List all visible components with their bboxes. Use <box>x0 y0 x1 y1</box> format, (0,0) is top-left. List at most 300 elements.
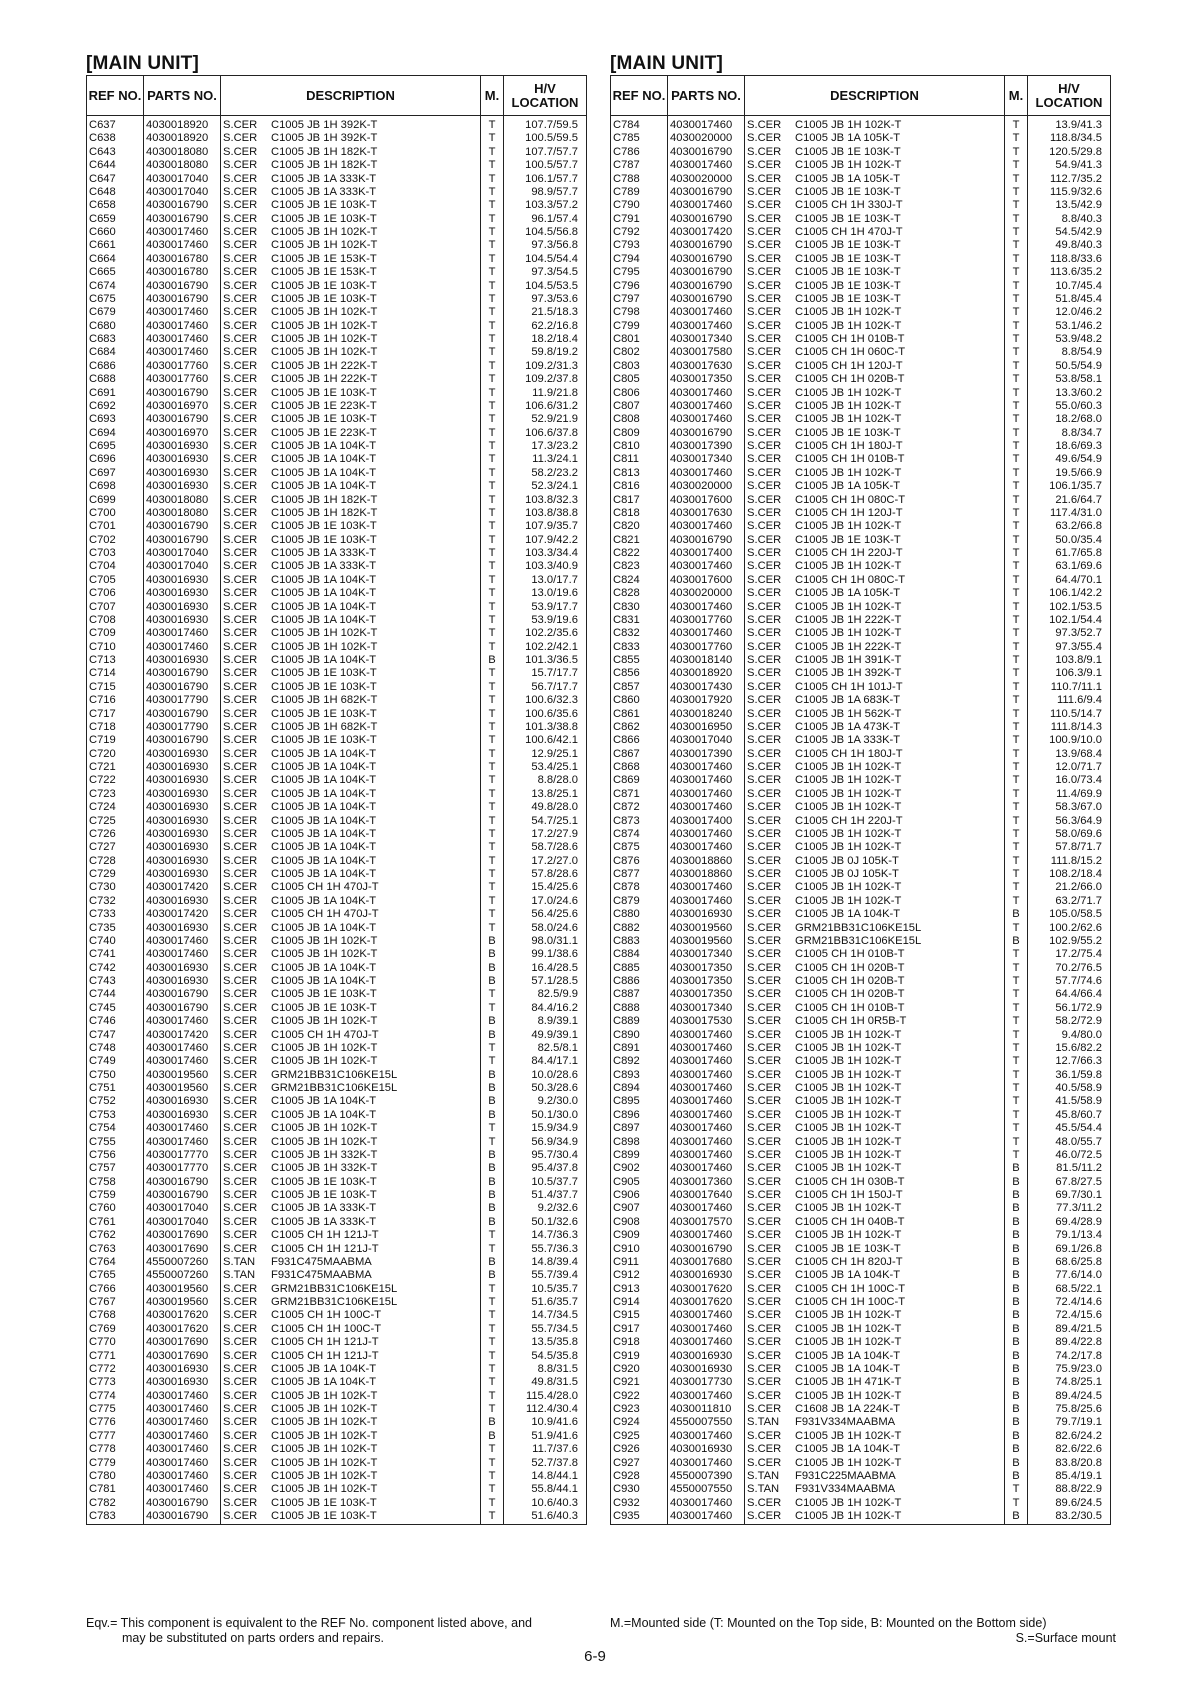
parts-no-cell: 4030017760 <box>144 360 221 373</box>
description-cell <box>221 320 481 333</box>
table-row <box>611 116 1111 133</box>
table-row <box>611 587 1111 600</box>
table-row <box>611 1497 1111 1510</box>
mounted-side-cell: T <box>481 280 504 293</box>
part-type: S.CER <box>223 1229 258 1242</box>
parts-no-cell: 4030018920 <box>668 667 745 680</box>
description-value: C1005 JB 1E 103K-T <box>795 533 901 546</box>
description-value: C1005 JB 1A 105K-T <box>795 480 901 493</box>
description-cell <box>745 1363 1005 1376</box>
parts-no-cell: 4030017760 <box>668 614 745 627</box>
mounted-side-cell: T <box>481 815 504 828</box>
mounted-header-label: M. <box>1008 87 1024 103</box>
mounted-side-cell: T <box>481 146 504 159</box>
ref-no-cell: C723 <box>87 788 144 801</box>
description-cell <box>745 908 1005 921</box>
part-type: S.CER <box>747 1135 782 1148</box>
table-row <box>87 494 587 507</box>
parts-no-cell: 4030016790 <box>144 534 221 547</box>
part-type: S.CER <box>747 212 782 225</box>
mounted-side-cell: T <box>481 1042 504 1055</box>
description-value: F931V334MAABMA <box>795 1483 896 1496</box>
description-value: C1005 JB 1H 102K-T <box>795 119 902 131</box>
description-cell <box>221 681 481 694</box>
description-cell <box>221 1243 481 1256</box>
table-row <box>87 413 587 426</box>
table-row <box>611 480 1111 493</box>
part-type: S.CER <box>747 185 782 198</box>
table-row <box>611 1376 1111 1389</box>
part-type: S.CER <box>223 1055 258 1068</box>
description-value: C1005 JB 1A 104K-T <box>271 774 377 787</box>
table-row <box>87 1296 587 1309</box>
hv-location-cell: 57.8/71.7 <box>1028 841 1111 854</box>
part-type: S.CER <box>223 1403 258 1415</box>
description-value: C1005 JB 1A 333K-T <box>271 1215 377 1228</box>
description-cell <box>745 467 1005 480</box>
part-type: S.CER <box>223 908 258 921</box>
hv-location-cell: 112.7/35.2 <box>1028 173 1111 186</box>
description-value: C1005 JB 1A 104K-T <box>271 827 377 840</box>
hv-location-header-label: H/V LOCATION <box>511 80 579 110</box>
description-value: C1005 JB 1A 473K-T <box>795 720 901 733</box>
main-unit-table-right <box>610 54 1110 1525</box>
mounted-side-cell: T <box>481 320 504 333</box>
ref-no-cell: C743 <box>87 975 144 988</box>
ref-no-cell: C927 <box>611 1457 668 1470</box>
description-value: C1005 CH 1H 121J-T <box>271 1242 379 1255</box>
table-row <box>611 1430 1111 1443</box>
table-row <box>611 1470 1111 1483</box>
table-row <box>87 587 587 600</box>
hv-location-cell: 62.2/16.8 <box>504 320 587 333</box>
description-cell <box>221 159 481 172</box>
description-cell <box>745 199 1005 212</box>
table-row <box>87 1122 587 1135</box>
description-value: C1005 JB 1A 333K-T <box>271 185 377 198</box>
description-value: C1005 CH 1H 121J-T <box>271 1336 379 1349</box>
part-type: S.CER <box>747 119 782 131</box>
table-row <box>87 1457 587 1470</box>
description-value: C1005 CH 1H 020B-T <box>795 988 905 1001</box>
parts-no-cell: 4030018240 <box>668 708 745 721</box>
part-type: S.CER <box>223 1175 258 1188</box>
table-row <box>87 159 587 172</box>
parts-no-cell: 4030018920 <box>144 132 221 145</box>
ref-no-cell: C914 <box>611 1296 668 1309</box>
mounted-side-cell: T <box>481 333 504 346</box>
part-type: S.CER <box>223 801 258 814</box>
description-cell <box>745 948 1005 961</box>
part-type: S.CER <box>747 961 782 974</box>
part-type: S.CER <box>747 627 782 640</box>
parts-no-cell: 4030017460 <box>668 627 745 640</box>
hv-location-cell: 49.9/39.1 <box>504 1029 587 1042</box>
mounted-side-cell: T <box>481 520 504 533</box>
parts-no-cell: 4030017630 <box>668 507 745 520</box>
part-type: S.CER <box>223 560 258 573</box>
description-cell <box>221 520 481 533</box>
description-header-label: DESCRIPTION <box>306 87 395 103</box>
hv-location-cell: 100.6/32.3 <box>504 694 587 707</box>
hv-location-cell: 13.5/42.9 <box>1028 199 1111 212</box>
hv-location-cell: 107.7/57.7 <box>504 146 587 159</box>
ref-no-cell: C810 <box>611 440 668 453</box>
parts-no-cell: 4030016930 <box>144 614 221 627</box>
parts-no-cell: 4030017600 <box>668 494 745 507</box>
parts-no-cell: 4030017790 <box>144 694 221 707</box>
description-value: C1005 CH 1H 121J-T <box>271 1349 379 1362</box>
description-cell <box>221 627 481 640</box>
hv-location-cell: 106.1/42.2 <box>1028 587 1111 600</box>
part-type: S.CER <box>223 333 258 345</box>
part-type: S.CER <box>747 1095 782 1108</box>
ref-no-cell: C709 <box>87 627 144 640</box>
table-row <box>611 761 1111 774</box>
table-row <box>611 721 1111 734</box>
description-value: C1005 JB 1A 104K-T <box>271 894 377 907</box>
part-type: S.CER <box>747 506 782 519</box>
parts-no-cell: 4030016790 <box>668 253 745 266</box>
parts-no-cell: 4030018860 <box>668 855 745 868</box>
description-value: C1005 CH 1H 020B-T <box>795 961 905 974</box>
table-row <box>611 440 1111 453</box>
table-row <box>611 520 1111 533</box>
hv-location-cell: 8.9/39.1 <box>504 1015 587 1028</box>
part-type: S.CER <box>747 881 782 894</box>
ref-no-cell: C886 <box>611 975 668 988</box>
hv-location-cell: 58.2/72.9 <box>1028 1015 1111 1028</box>
part-type: S.CER <box>223 1215 258 1228</box>
description-cell <box>221 467 481 480</box>
parts-no-cell: 4550007550 <box>668 1483 745 1496</box>
part-type: S.CER <box>747 199 782 212</box>
part-type: S.CER <box>747 827 782 840</box>
description-cell <box>221 427 481 440</box>
part-type: S.CER <box>747 1389 782 1402</box>
hv-location-cell: 21.5/18.3 <box>504 306 587 319</box>
ref-no-cell: C694 <box>87 427 144 440</box>
table-row <box>87 507 587 520</box>
description-value: C1005 JB 1H 102K-T <box>795 600 902 613</box>
description-value: C1005 JB 1E 103K-T <box>271 1496 377 1509</box>
table-row <box>611 774 1111 787</box>
part-type: S.CER <box>223 1082 258 1094</box>
description-value: C1005 JB 1H 102K-T <box>795 881 902 894</box>
hv-location-cell: 55.0/60.3 <box>1028 400 1111 413</box>
table-row <box>87 1149 587 1162</box>
description-cell <box>221 1082 481 1095</box>
table-row <box>611 213 1111 226</box>
description-cell <box>745 1457 1005 1470</box>
part-type: S.TAN <box>223 1255 256 1268</box>
description-cell <box>745 1082 1005 1095</box>
ref-no-cell: C905 <box>611 1176 668 1189</box>
ref-no-cell: C791 <box>611 213 668 226</box>
hv-location-cell: 52.3/24.1 <box>504 480 587 493</box>
table-row <box>87 1069 587 1082</box>
description-cell <box>745 520 1005 533</box>
mounted-side-cell: T <box>481 694 504 707</box>
parts-no-cell: 4030017460 <box>668 1323 745 1336</box>
description-value: C1005 JB 1A 104K-T <box>271 961 377 974</box>
description-value: C1005 JB 1H 471K-T <box>795 1376 902 1389</box>
ref-no-cell: C773 <box>87 1376 144 1389</box>
table-row <box>87 534 587 547</box>
mounted-side-cell: T <box>481 226 504 239</box>
parts-no-cell: 4030016790 <box>668 213 745 226</box>
parts-no-cell: 4030016790 <box>144 387 221 400</box>
part-type: S.CER <box>747 373 782 386</box>
table-row <box>611 467 1111 480</box>
ref-no-cell: C928 <box>611 1470 668 1483</box>
description-value: C1005 JB 1E 103K-T <box>271 1189 377 1201</box>
part-type: S.CER <box>747 720 782 733</box>
mounted-side-cell: T <box>481 587 504 600</box>
ref-no-cell: C907 <box>611 1202 668 1215</box>
description-value: C1005 JB 1H 182K-T <box>271 159 378 172</box>
parts-table <box>86 75 587 1525</box>
table-row <box>87 520 587 533</box>
mounted-side-cell: T <box>1005 306 1028 319</box>
hv-location-cell: 8.8/34.7 <box>1028 427 1111 440</box>
part-type: S.CER <box>747 239 782 252</box>
table-row <box>87 708 587 721</box>
description-cell <box>221 828 481 841</box>
table-row <box>87 346 587 359</box>
mounted-header <box>481 76 504 116</box>
description-cell <box>745 1390 1005 1403</box>
hv-location-cell: 17.0/24.6 <box>504 895 587 908</box>
parts-no-cell: 4030016790 <box>144 708 221 721</box>
ref-no-cell: C921 <box>611 1376 668 1389</box>
ref-no-cell: C831 <box>611 614 668 627</box>
hv-location-cell: 55.8/44.1 <box>504 1483 587 1496</box>
parts-no-cell: 4030017690 <box>144 1243 221 1256</box>
hv-location-cell: 55.7/36.3 <box>504 1243 587 1256</box>
ref-no-cell: C735 <box>87 922 144 935</box>
mounted-note-line1: M.=Mounted side (T: Mounted on the Top side, B: Mounted on the Bottom side) <box>610 1616 1047 1630</box>
description-value: C1005 CH 1H 330J-T <box>795 199 903 212</box>
description-cell <box>745 1416 1005 1429</box>
part-type: S.CER <box>747 346 782 359</box>
mounted-side-cell: T <box>1005 1095 1028 1108</box>
part-type: S.CER <box>747 1229 782 1242</box>
mounted-side-cell: B <box>1005 1416 1028 1429</box>
description-value: C1005 CH 1H 470J-T <box>271 1028 379 1041</box>
parts-no-cell: 4030016790 <box>144 213 221 226</box>
description-value: C1005 JB 1A 104K-T <box>795 1269 901 1282</box>
parts-no-cell: 4030011810 <box>668 1403 745 1416</box>
description-value: C1005 JB 1E 103K-T <box>271 212 377 225</box>
ref-no-cell: C766 <box>87 1283 144 1296</box>
hv-location-cell: 54.7/25.1 <box>504 815 587 828</box>
ref-no-cell: C770 <box>87 1336 144 1349</box>
parts-no-cell: 4030017460 <box>668 1149 745 1162</box>
ref-no-cell: C647 <box>87 173 144 186</box>
table-row <box>87 935 587 948</box>
parts-no-cell: 4030017460 <box>144 333 221 346</box>
table-row <box>87 841 587 854</box>
hv-location-cell: 50.1/30.0 <box>504 1109 587 1122</box>
parts-table-body <box>87 116 587 1525</box>
part-type: S.CER <box>747 1429 782 1442</box>
parts-no-cell: 4030017390 <box>668 440 745 453</box>
ref-no-cell: C919 <box>611 1350 668 1363</box>
mounted-side-cell: B <box>481 1162 504 1175</box>
mounted-side-cell: T <box>1005 574 1028 587</box>
description-cell <box>745 1350 1005 1363</box>
parts-no-cell: 4030016790 <box>144 1002 221 1015</box>
ref-no-cell: C740 <box>87 935 144 948</box>
description-cell <box>221 734 481 747</box>
parts-no-cell: 4030017420 <box>144 881 221 894</box>
part-type: S.CER <box>747 1376 782 1389</box>
mounted-side-cell: T <box>481 560 504 573</box>
description-cell <box>221 360 481 373</box>
description-cell <box>745 306 1005 319</box>
mounted-side-cell: T <box>481 1497 504 1510</box>
hv-location-cell: 63.2/71.7 <box>1028 895 1111 908</box>
description-value: C1005 JB 1A 104K-T <box>271 814 377 827</box>
page-number: 6-9 <box>584 1648 606 1665</box>
ref-no-cell: C862 <box>611 721 668 734</box>
table-row <box>611 146 1111 159</box>
description-cell <box>745 774 1005 787</box>
hv-location-cell: 69.1/26.8 <box>1028 1243 1111 1256</box>
hv-location-cell: 49.8/31.5 <box>504 1376 587 1389</box>
parts-no-cell: 4030017460 <box>668 560 745 573</box>
description-value: C1005 JB 1H 682K-T <box>271 720 378 733</box>
ref-no-cell: C675 <box>87 293 144 306</box>
description-value: C1005 JB 1H 102K-T <box>795 413 902 426</box>
description-cell <box>221 333 481 346</box>
table-row <box>87 199 587 212</box>
ref-no-cell: C768 <box>87 1309 144 1322</box>
mounted-side-cell: T <box>481 480 504 493</box>
description-value: C1005 JB 1A 104K-T <box>795 908 901 921</box>
ref-no-cell: C874 <box>611 828 668 841</box>
description-value: C1005 JB 1H 102K-T <box>271 319 378 332</box>
hv-location-cell: 54.5/35.8 <box>504 1350 587 1363</box>
ref-no-cell: C808 <box>611 413 668 426</box>
mounted-side-cell: T <box>481 507 504 520</box>
ref-no-cell: C732 <box>87 895 144 908</box>
table-row <box>611 1483 1111 1496</box>
mounted-side-cell: B <box>1005 1269 1028 1282</box>
description-value: C1005 JB 1H 102K-T <box>795 399 902 412</box>
table-row <box>611 708 1111 721</box>
description-cell <box>745 788 1005 801</box>
table-row <box>611 173 1111 186</box>
ref-no-cell: C637 <box>87 116 144 133</box>
hv-location-cell: 63.1/69.6 <box>1028 560 1111 573</box>
mounted-side-cell: T <box>481 761 504 774</box>
table-row <box>611 400 1111 413</box>
description-cell <box>221 1363 481 1376</box>
description-cell <box>745 1109 1005 1122</box>
description-cell <box>745 614 1005 627</box>
parts-no-cell: 4030019560 <box>668 935 745 948</box>
ref-no-cell: C892 <box>611 1055 668 1068</box>
description-value: C1005 CH 1H 100C-T <box>795 1296 906 1308</box>
mounted-side-cell: B <box>1005 1296 1028 1309</box>
ref-no-cell: C818 <box>611 507 668 520</box>
parts-no-cell: 4030016930 <box>144 1109 221 1122</box>
part-type: S.CER <box>223 1456 258 1469</box>
table-row <box>611 1189 1111 1202</box>
hv-location-cell: 63.2/66.8 <box>1028 520 1111 533</box>
ref-no-cell: C693 <box>87 413 144 426</box>
part-type: S.CER <box>223 359 258 372</box>
part-type: S.CER <box>747 480 782 493</box>
description-cell <box>221 1390 481 1403</box>
mounted-side-cell: T <box>1005 333 1028 346</box>
description-value: C1005 JB 1H 102K-T <box>795 894 902 907</box>
parts-no-cell: 4030016930 <box>144 748 221 761</box>
part-type: S.CER <box>747 426 782 439</box>
description-value: C1005 CH 1H 120J-T <box>795 506 903 519</box>
hv-location-cell: 10.7/45.4 <box>1028 280 1111 293</box>
description-cell <box>221 560 481 573</box>
part-type: S.TAN <box>747 1416 780 1429</box>
hv-location-cell: 53.9/19.6 <box>504 614 587 627</box>
description-cell <box>745 574 1005 587</box>
description-value: C1005 JB 1H 102K-T <box>795 1028 902 1041</box>
description-cell <box>221 587 481 600</box>
parts-no-cell: 4030016790 <box>144 988 221 1001</box>
description-cell <box>221 199 481 212</box>
table-row <box>611 1256 1111 1269</box>
ref-no-cell: C895 <box>611 1095 668 1108</box>
description-cell <box>745 1136 1005 1149</box>
part-type: S.CER <box>747 533 782 546</box>
mounted-side-cell: T <box>481 1002 504 1015</box>
description-value: C1005 CH 1H 010B-T <box>795 1001 905 1014</box>
ref-no-cell: C707 <box>87 601 144 614</box>
hv-location-cell: 56.3/64.9 <box>1028 815 1111 828</box>
ref-no-cell: C891 <box>611 1042 668 1055</box>
mounted-side-cell: T <box>1005 681 1028 694</box>
hv-location-cell: 83.8/20.8 <box>1028 1457 1111 1470</box>
parts-no-cell: 4030017460 <box>668 1497 745 1510</box>
table-row <box>611 694 1111 707</box>
hv-location-cell: 111.8/15.2 <box>1028 855 1111 868</box>
ref-no-header-label: REF NO. <box>88 87 142 103</box>
ref-no-cell: C833 <box>611 641 668 654</box>
hv-location-cell: 16.4/28.5 <box>504 962 587 975</box>
description-value: C1005 JB 1E 103K-T <box>795 426 901 439</box>
hv-location-cell: 46.0/72.5 <box>1028 1149 1111 1162</box>
description-value: C1005 JB 1H 102K-T <box>795 466 902 479</box>
ref-no-cell: C932 <box>611 1497 668 1510</box>
description-cell <box>745 560 1005 573</box>
description-cell <box>221 1416 481 1429</box>
table-row <box>87 239 587 252</box>
description-value: C1005 JB 1E 103K-T <box>271 667 377 680</box>
parts-no-cell: 4030019560 <box>144 1283 221 1296</box>
ref-no-cell: C824 <box>611 574 668 587</box>
table-row <box>87 908 587 921</box>
ref-no-cell: C756 <box>87 1149 144 1162</box>
table-row <box>87 547 587 560</box>
hv-location-cell: 57.8/28.6 <box>504 868 587 881</box>
mounted-side-cell: T <box>481 881 504 894</box>
mounted-side-cell: T <box>1005 146 1028 159</box>
table-row <box>87 1309 587 1322</box>
description-cell <box>221 601 481 614</box>
part-type: S.CER <box>223 1336 258 1349</box>
